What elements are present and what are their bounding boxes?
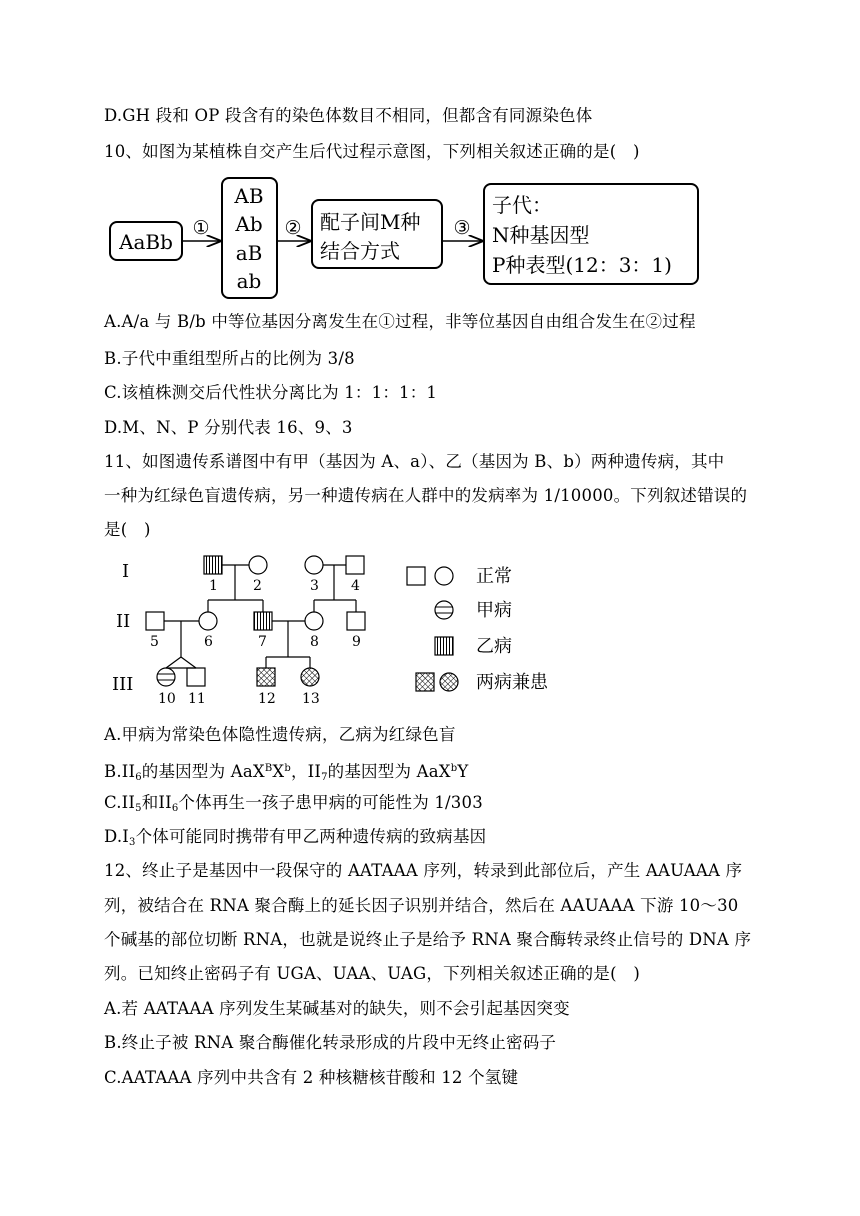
- q12-option-a: A.若 AATAAA 序列发生某碱基对的缺失，则不会引起基因突变: [104, 999, 570, 1018]
- q12-option-c: C.AATAAA 序列中共含有 2 种核糖核苷酸和 12 个氢键: [104, 1068, 519, 1087]
- id-7: 7: [258, 634, 267, 650]
- subscript: 3: [129, 837, 136, 848]
- q12-stem-line1: 12、终止子是基因中一段保守的 AATAAA 序列，转录到此部位后，产生 AAUAAA 序: [104, 861, 743, 880]
- legend-disease-a-symbol: [435, 601, 453, 619]
- id-2: 2: [253, 578, 262, 594]
- q10-option-b: B.子代中重组型所占的比例为 3/8: [104, 349, 355, 368]
- II9-male-normal: [347, 612, 365, 630]
- superscript: B: [264, 763, 273, 774]
- text-part: B.II: [104, 762, 136, 781]
- III13-female-both-diseases: [301, 668, 319, 686]
- subscript: 6: [135, 772, 142, 783]
- id-11: 11: [188, 691, 206, 707]
- text-part: X: [272, 762, 285, 781]
- id-12: 12: [258, 691, 276, 707]
- gen-label-III: III: [112, 674, 134, 695]
- I3-female-normal: [305, 556, 323, 574]
- text-part: 的基因型为 AaX: [141, 762, 265, 781]
- legend-square-normal: [407, 567, 425, 585]
- id-9: 9: [352, 634, 361, 650]
- q11-option-a: A.甲病为常染色体隐性遗传病，乙病为红绿色盲: [104, 725, 456, 744]
- gamete-Ab: Ab: [235, 212, 263, 236]
- text-part: 个体再生一孩子患甲病的可能性为 1/303: [178, 793, 483, 812]
- twin-to-III11: [181, 657, 196, 668]
- gamete-aB: aB: [235, 241, 263, 265]
- offspring-title: 子代：: [492, 193, 552, 217]
- q12-stem-line3: 个碱基的部位切断 RNA，也就是说终止子是给予 RNA 聚合酶转录终止信号的 DNA 序: [104, 930, 752, 949]
- q11-option-b: [104, 758, 468, 789]
- legend-disease-b-symbol: [435, 637, 453, 655]
- offspring-genotypes: N种基因型: [492, 223, 590, 247]
- q10-option-d: D.M、N、P 分别代表 16、9、3: [104, 418, 353, 437]
- combination-line2: 结合方式: [320, 239, 400, 263]
- id-10: 10: [158, 691, 176, 707]
- I4-male-normal: [346, 556, 364, 574]
- q10-stem: 10、如图为某植株自交产生后代过程示意图，下列相关叙述正确的是( ): [104, 142, 640, 161]
- subscript: 5: [135, 803, 142, 814]
- text-part: 的基因型为 AaX: [327, 762, 451, 781]
- text-part: ，II: [290, 762, 322, 781]
- q11-stem-line1: 11、如图遗传系谱图中有甲（基因为 A、a）、乙（基因为 B、b）两种遗传病，其中: [104, 452, 725, 471]
- q10-flow-diagram: [100, 172, 710, 302]
- id-8: 8: [310, 634, 319, 650]
- gen-label-I: I: [122, 561, 130, 582]
- q12-stem-line4: 列。已知终止密码子有 UGA、UAA、UAG，下列相关叙述正确的是( ): [104, 964, 641, 983]
- superscript: b: [450, 763, 458, 774]
- text-part: C.II: [104, 793, 136, 812]
- legend-circle-normal: [435, 567, 453, 585]
- twin-to-III10: [166, 657, 181, 668]
- q10-option-c: C.该植株测交后代性状分离比为 1：1：1：1: [104, 383, 438, 402]
- I1-male-disease-b: [204, 556, 222, 574]
- id-3: 3: [310, 578, 319, 594]
- III10-female-disease-a: [157, 668, 175, 686]
- subscript: 7: [321, 772, 328, 783]
- q11-stem-line2: 一种为红绿色盲遗传病，另一种遗传病在人群中的发病率为 1/10000。下列叙述错误的: [104, 486, 748, 505]
- q11-pedigree: [100, 545, 580, 715]
- gen-label-II: II: [116, 611, 131, 632]
- gamete-ab-lower: ab: [236, 269, 262, 293]
- legend-both-label: 两病兼患: [476, 672, 548, 693]
- superscript: b: [284, 763, 291, 774]
- legend-disease-b-label: 乙病: [476, 636, 512, 657]
- q11-option-d: [104, 826, 486, 854]
- step2-label: ②: [284, 217, 302, 239]
- q12-stem-line2: 列，被结合在 RNA 聚合酶上的延长因子识别并结合，然后在 AAUAAA 下游 10～30: [104, 896, 739, 915]
- id-1: 1: [209, 578, 218, 594]
- text-part: Y: [457, 762, 469, 781]
- II8-female-normal: [305, 612, 323, 630]
- q9-option-d: D.GH 段和 OP 段含有的染色体数目不相同，但都含有同源染色体: [104, 106, 593, 125]
- q10-option-a: A.A/a 与 B/b 中等位基因分离发生在①过程，非等位基因自由组合发生在②过程: [104, 312, 696, 331]
- legend-normal-label: 正常: [476, 566, 512, 587]
- offspring-phenotypes: P种表型(12：3：1): [492, 253, 672, 277]
- q12-option-b: B.终止子被 RNA 聚合酶催化转录形成的片段中无终止密码子: [104, 1033, 557, 1052]
- step3-label: ③: [453, 217, 471, 239]
- text-part: D.I: [104, 827, 130, 846]
- id-6: 6: [204, 634, 213, 650]
- subscript: 6: [171, 803, 179, 814]
- II5-male-normal: [146, 612, 164, 630]
- id-5: 5: [150, 634, 159, 650]
- II7-male-disease-b: [254, 612, 272, 630]
- legend-both-circle: [440, 673, 458, 691]
- id-4: 4: [351, 578, 360, 594]
- id-13: 13: [302, 691, 320, 707]
- q11-stem-line3: 是( ): [104, 520, 151, 539]
- combination-line1: 配子间M种: [320, 210, 421, 234]
- text-part: 个体可能同时携带有甲乙两种遗传病的致病基因: [135, 827, 487, 846]
- legend-disease-a-label: 甲病: [476, 600, 512, 621]
- I2-female-normal: [249, 556, 267, 574]
- III12-male-both-diseases: [257, 668, 275, 686]
- legend-both-square: [416, 673, 434, 691]
- gamete-ab-upper: AB: [234, 184, 264, 208]
- parent-genotype: AaBb: [119, 230, 173, 254]
- text-part: 和II: [141, 793, 172, 812]
- step1-label: ①: [192, 217, 210, 239]
- q11-option-c: [104, 792, 483, 820]
- II6-female-normal: [199, 612, 217, 630]
- III11-male-normal: [187, 668, 205, 686]
